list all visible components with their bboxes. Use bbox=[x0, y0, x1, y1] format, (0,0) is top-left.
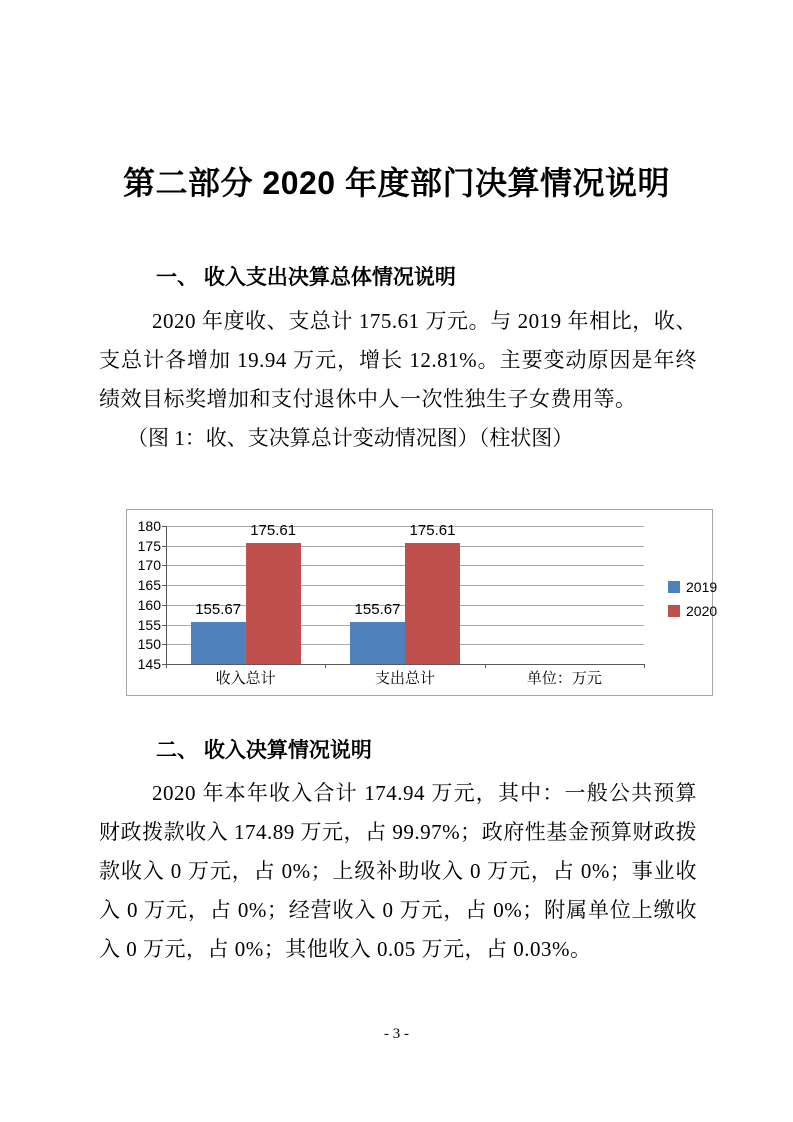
section-1-heading: 一、 收入支出决算总体情况说明 bbox=[156, 266, 456, 289]
page-number: - 3 - bbox=[384, 1026, 409, 1042]
data-label: 175.61 bbox=[409, 522, 456, 540]
axis-unit-label: 单位：万元 bbox=[526, 671, 602, 687]
y-axis-label: 165 bbox=[137, 577, 161, 594]
page-title: 第二部分 2020 年度部门决算情况说明 bbox=[123, 165, 670, 201]
x-axis-tick bbox=[325, 664, 326, 668]
bar-2019 bbox=[350, 622, 405, 664]
bar-2020 bbox=[246, 543, 301, 664]
legend-swatch-2019 bbox=[668, 581, 680, 593]
chart-legend bbox=[668, 581, 717, 629]
y-axis-label: 170 bbox=[137, 557, 161, 574]
x-axis-tick bbox=[485, 664, 486, 668]
x-axis-tick bbox=[644, 664, 645, 668]
y-axis-label: 180 bbox=[137, 518, 161, 534]
x-axis-tick bbox=[166, 664, 167, 668]
section-1-paragraph: 2020 年度收、支总计 175.61 万元。与 2019 年相比，收、支总计各增加 19.94 万元，增长 12.81%。主要变动原因是年终绩效目标奖增加和支付退休中人一次性独生子女费用等。 bbox=[99, 309, 697, 411]
legend-swatch-2020 bbox=[668, 605, 680, 617]
y-axis-label: 175 bbox=[137, 537, 161, 554]
bar-chart-figure-1 bbox=[126, 509, 718, 696]
y-axis-label: 160 bbox=[137, 596, 161, 613]
legend-label: 2020 bbox=[686, 603, 718, 619]
y-axis-label: 145 bbox=[137, 656, 161, 672]
y-axis bbox=[166, 526, 167, 664]
section-2-heading: 二、 收入决算情况说明 bbox=[156, 739, 372, 762]
legend-label: 2019 bbox=[686, 579, 718, 595]
x-axis-label: 支出总计 bbox=[374, 671, 435, 687]
data-label: 155.67 bbox=[195, 600, 242, 618]
y-axis-label: 150 bbox=[137, 636, 161, 653]
x-axis bbox=[166, 664, 645, 665]
section-2-paragraph: 2020 年本年收入合计 174.94 万元，其中：一般公共预算财政拨款收入 174.89 万元，占 99.97%；政府性基金预算财政拨款收入 0 万元，占 0%；上级补助收入 0 万元，占 0%；事业收入 0 万元，占 0%；经营收入 0 万元，占 0%；附属单位上缴收入 0 万元，占 0%；其他收入 0.05 万元，占 0.03%。 bbox=[99, 781, 697, 961]
y-axis-label: 155 bbox=[137, 616, 161, 633]
data-label: 175.61 bbox=[250, 522, 297, 540]
legend-item-2020 bbox=[668, 605, 717, 617]
data-label: 155.67 bbox=[354, 600, 401, 618]
legend-item-2019 bbox=[668, 581, 717, 593]
bar-2019 bbox=[191, 622, 246, 664]
x-axis-label: 收入总计 bbox=[215, 671, 276, 687]
figure-1-caption: （图 1：收、支决算总计变动情况图）（柱状图） bbox=[127, 426, 574, 450]
bar-2020 bbox=[405, 543, 460, 664]
